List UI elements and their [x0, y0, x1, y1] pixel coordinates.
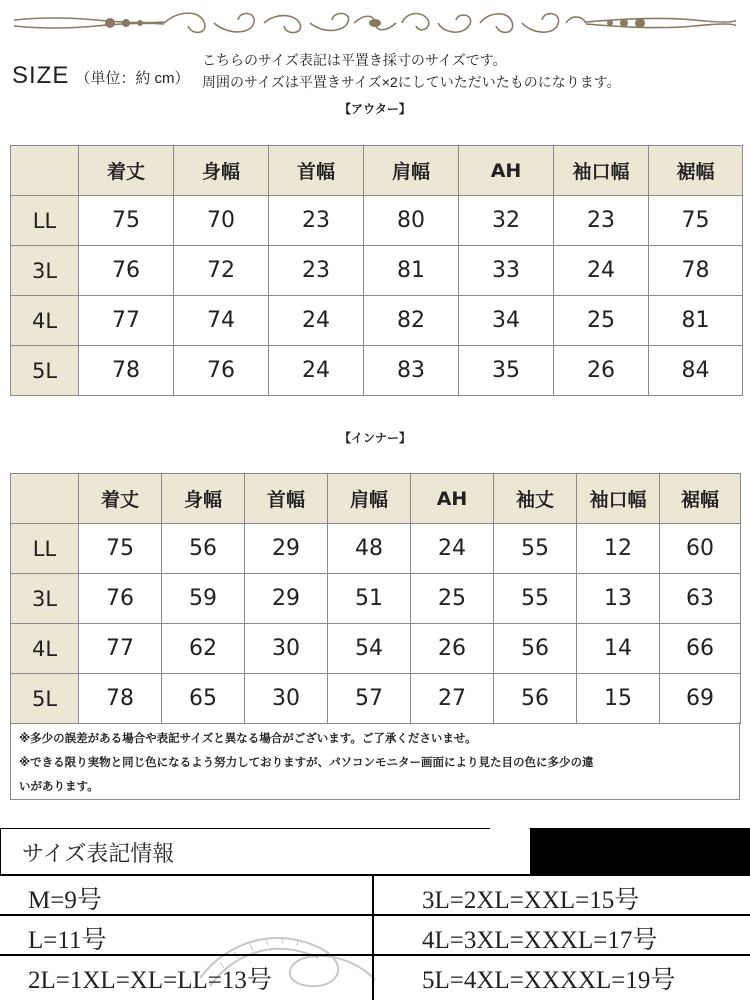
intro-text — [202, 49, 621, 93]
table-cell: 80 — [364, 196, 459, 246]
table-cell: 29 — [245, 574, 328, 624]
size-info-divider — [372, 876, 374, 1000]
size-equivalence: 3L=2XL=XXL=15号 — [422, 887, 640, 914]
table-cell: 70 — [174, 196, 269, 246]
table-cell: 25 — [554, 296, 649, 346]
table-cell: 56 — [494, 624, 577, 674]
column-header: 首幅 — [269, 146, 364, 196]
column-header: AH — [459, 146, 554, 196]
table-cell: 56 — [162, 524, 245, 574]
table-cell: 78 — [79, 674, 162, 724]
table-cell: 33 — [459, 246, 554, 296]
table-cell: 25 — [411, 574, 494, 624]
table-cell: 77 — [79, 296, 174, 346]
column-header: AH — [411, 474, 494, 524]
table-cell: 76 — [79, 246, 174, 296]
table-cell: 75 — [79, 524, 162, 574]
column-header: 袖口幅 — [554, 146, 649, 196]
table-cell: 65 — [162, 674, 245, 724]
row-header-size: 4L — [11, 296, 79, 346]
table-cell: 51 — [328, 574, 411, 624]
column-header: 首幅 — [245, 474, 328, 524]
size-equivalence: L=11号 — [28, 927, 107, 954]
table-cell: 76 — [174, 346, 269, 396]
table-row — [11, 574, 741, 624]
table-cell: 26 — [411, 624, 494, 674]
table-cell: 35 — [459, 346, 554, 396]
table-cell: 84 — [649, 346, 743, 396]
table-cell: 59 — [162, 574, 245, 624]
size-info-row — [0, 876, 750, 916]
table-cell: 56 — [494, 674, 577, 724]
inner-table-title: 【インナー】 — [338, 431, 411, 445]
intro-line-2: 周囲のサイズは平置きサイズ×2にしていただいたものになります。 — [202, 74, 621, 90]
column-header: 肩幅 — [364, 146, 459, 196]
table-cell: 29 — [245, 524, 328, 574]
size-info-panel — [0, 828, 750, 1000]
table-row — [11, 246, 743, 296]
table-cell: 78 — [649, 246, 743, 296]
table-cell: 23 — [554, 196, 649, 246]
size-equivalence: 5L=4XL=XXXXL=19号 — [422, 967, 676, 994]
size-info-rows — [0, 874, 750, 1000]
column-header: 肩幅 — [328, 474, 411, 524]
table-cell: 57 — [328, 674, 411, 724]
row-header-size: LL — [11, 524, 79, 574]
table-cell: 75 — [649, 196, 743, 246]
table-row — [11, 624, 741, 674]
table-cell: 78 — [79, 346, 174, 396]
outer-table-title: 【アウター】 — [339, 102, 411, 116]
table-cell: 69 — [660, 674, 741, 724]
table-cell: 24 — [411, 524, 494, 574]
column-header: 着丈 — [79, 146, 174, 196]
notes-box — [10, 722, 740, 800]
table-cell: 32 — [459, 196, 554, 246]
table-cell: 81 — [364, 246, 459, 296]
table-cell: 72 — [174, 246, 269, 296]
intro-line-1: こちらのサイズ表記は平置き採寸のサイズです。 — [202, 52, 507, 68]
table-corner-cell — [11, 146, 79, 196]
row-header-size: LL — [11, 196, 79, 246]
row-header-size: 5L — [11, 674, 79, 724]
table-cell: 24 — [269, 296, 364, 346]
decorative-ornament-border — [14, 6, 736, 42]
table-row — [11, 346, 743, 396]
column-header: 身幅 — [174, 146, 269, 196]
table-cell: 14 — [577, 624, 660, 674]
table-cell: 76 — [79, 574, 162, 624]
table-cell: 55 — [494, 574, 577, 624]
table-cell: 81 — [649, 296, 743, 346]
table-cell: 26 — [554, 346, 649, 396]
table-header-row — [11, 146, 743, 196]
table-row — [11, 296, 743, 346]
size-info-title: サイズ表記情報 — [22, 842, 175, 867]
table-corner-cell — [11, 474, 79, 524]
outer-size-table — [10, 145, 743, 396]
column-header: 袖口幅 — [577, 474, 660, 524]
table-header-row — [11, 474, 741, 524]
table-cell: 60 — [660, 524, 741, 574]
table-cell: 83 — [364, 346, 459, 396]
table-cell: 27 — [411, 674, 494, 724]
inner-size-table — [10, 473, 741, 724]
size-unit: （単位：約 cm） — [75, 70, 190, 87]
table-cell: 30 — [245, 674, 328, 724]
table-cell: 24 — [554, 246, 649, 296]
table-cell: 13 — [577, 574, 660, 624]
row-header-size: 5L — [11, 346, 79, 396]
column-header: 裾幅 — [649, 146, 743, 196]
size-info-row — [0, 916, 750, 956]
column-header: 着丈 — [79, 474, 162, 524]
size-label: SIZE — [12, 62, 70, 89]
table-cell: 23 — [269, 246, 364, 296]
size-equivalence: 2L=1XL=XL=LL=13号 — [28, 967, 272, 994]
table-cell: 75 — [79, 196, 174, 246]
table-cell: 34 — [459, 296, 554, 346]
table-cell: 23 — [269, 196, 364, 246]
table-cell: 62 — [162, 624, 245, 674]
column-header: 裾幅 — [660, 474, 741, 524]
table-cell: 48 — [328, 524, 411, 574]
table-cell: 77 — [79, 624, 162, 674]
table-row — [11, 196, 743, 246]
size-equivalence: 4L=3XL=XXXL=17号 — [422, 927, 658, 954]
table-cell: 24 — [269, 346, 364, 396]
table-row — [11, 674, 741, 724]
table-cell: 82 — [364, 296, 459, 346]
size-equivalence: M=9号 — [28, 887, 102, 914]
size-heading — [12, 62, 190, 90]
size-info-slant — [490, 828, 530, 874]
table-cell: 66 — [660, 624, 741, 674]
table-cell: 15 — [577, 674, 660, 724]
size-info-row — [0, 956, 750, 996]
column-header: 袖丈 — [494, 474, 577, 524]
table-cell: 54 — [328, 624, 411, 674]
table-row — [11, 524, 741, 574]
column-header: 身幅 — [162, 474, 245, 524]
note-line-3: いがあります。 — [19, 781, 99, 793]
row-header-size: 4L — [11, 624, 79, 674]
row-header-size: 3L — [11, 246, 79, 296]
table-cell: 55 — [494, 524, 577, 574]
table-cell: 30 — [245, 624, 328, 674]
table-cell: 12 — [577, 524, 660, 574]
row-header-size: 3L — [11, 574, 79, 624]
note-line-1: ※多少の誤差がある場合や表記サイズと異なる場合がございます。ご了承くださいませ。 — [19, 733, 477, 745]
table-cell: 63 — [660, 574, 741, 624]
table-cell: 74 — [174, 296, 269, 346]
note-line-2: ※できる限り実物と同じ色になるよう努力しておりますが、パソコンモニター画面により見た目の色に多少の違 — [19, 757, 594, 769]
